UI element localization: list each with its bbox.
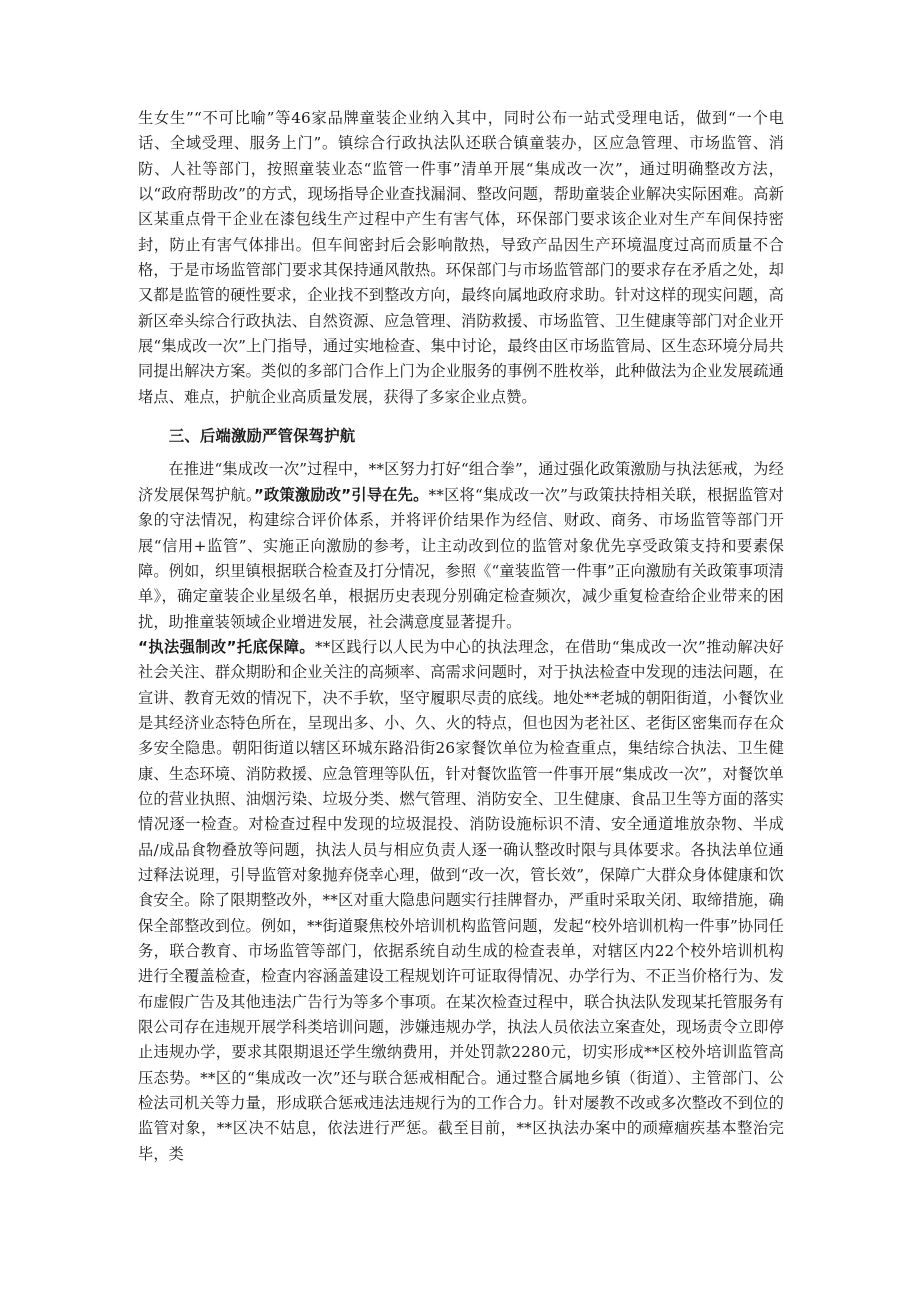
paragraph-enforcement-body: **区践行以人民为中心的执法理念，在借助“集成改一次”推动解决好社会关注、群众期盼和企业关注的高频率、高需求问题时，对于执法检查中发现的违法问题，在宣讲、教育无效的情况下，决不手软，坚守履职尽责的底线。地处**老城的朝阳街道，小餐饮业是其经济业态特色所在，呈现出多、小、久、火的特点，但也因为老社区、老街区密集而存在众多安全隐患。朝阳街道以辖区环城东路沿街26家餐饮单位为检查重点，集结综合执法、卫生健康、生态环境、消防救援、应急管理等队伍，针对餐饮监管一件事开展“集成改一次”，对餐饮单位的营业执照、油烟污染、垃圾分类、燃气管理、消防安全、卫生健康、食品卫生等方面的落实情况逐一检查。对检查过程中发现的垃圾混投、消防设施标识不清、安全通道堆放杂物、半成品/成品食物叠放等问题，执法人员与相应负责人逐一确认整改时限与具体要求。各执法单位通过释法说理，引导监管对象抛弃侥幸心理，做到“改一次，管长效”，保障广大群众身体健康和饮食安全。除了限期整改外，**区对重大隐患问题实行挂牌督办，严重时采取关闭、取缔措施，确保全部整改到位。例如，**街道聚焦校外培训机构监管问题，发起“校外培训机构一件事”协同任务，联合教育、市场监管等部门，依据系统自动生成的检查表单，对辖区内22个校外培训机构进行全覆盖检查，检查内容涵盖建设工程规划许可证取得情况、办学行为、不正当价格行为、发布虚假广告及其他违法广告行为等多个事项。在某次检查过程中，联合执法队发现某托管服务有限公司存在违规开展学科类培训问题，涉嫌违规办学，执法人员依法立案查处，现场责令立即停止违规办学，要求其限期退还学生缴纳费用，并处罚款2280元，切实形成**区校外培训监管高压态势。**区的“集成改一次”还与联合惩戒相配合。通过整合属地乡镇（街道）、主管部门、公检法司机关等力量，形成联合惩戒违法违规行为的工作合力。针对屡教不改或多次整改不到位的监管对象，**区决不姑息，依法进行严惩。截至目前，**区执法办案中的顽瘴痼疾基本整治完毕，类 [138,637,784,1163]
document-page [138,106,784,1167]
paragraph-policy-body: **区将“集成改一次”与政策扶持相关联，根据监管对象的守法情况，构建综合评价体系，并将评价结果作为经信、财政、商务、市场监管等部门开展“信用+监管”、实施正向激励的参考，让主动改到位的监管对象优先享受政策支持和要素保障。例如，织里镇根据联合检查及打分情况，参照《“童装监管一件事”正向激励有关政策事项清单》，确定童装企业星级名单，根据历史表现分别确定检查频次，减少重复检查给企业带来的困扰，助推童装领域企业增进发展，社会满意度显著提升。 [138,485,785,631]
subheading-enforcement: “执法强制改”托底保障。 [138,637,315,656]
paragraph-policy-intro: 在推进“集成改一次”过程中，**区努力打好“组合拳”，通过强化政策激励与执法惩戒，为经济发展保驾护航。 [138,460,784,504]
subheading-policy-incentive: ”政策激励改”引导在先。 [253,485,429,504]
paragraph-continuation: 生女生”“不可比喻”等46家品牌童装企业纳入其中，同时公布一站式受理电话，做到“一个电话、全域受理、服务上门”。镇综合行政执法队还联合镇童装办，区应急管理、市场监管、消防、人社等部门，按照童装业态“监管一件事”清单开展“集成改一次”，通过明确整改方法，以“政府帮助改”的方式，现场指导企业查找漏洞、整改问题，帮助童装企业解决实际困难。高新区某重点骨干企业在漆包线生产过程中产生有害气体，环保部门要求该企业对生产车间保持密封，防止有害气体排出。但车间密封后会影响散热，导致产品因生产环境温度过高而质量不合格，于是市场监管部门要求其保持通风散热。环保部门与市场监管部门的要求存在矛盾之处，却又都是监管的硬性要求，企业找不到整改方向，最终向属地政府求助。针对这样的现实问题，高新区牵头综合行政执法、自然资源、应急管理、消防救援、市场监管、卫生健康等部门对企业开展“集成改一次”上门指导，通过实地检查、集中讨论，最终由区市场监管局、区生态环境分局共同提出解决方案。类似的多部门合作上门为企业服务的事例不胜枚举，此种做法为企业发展疏通堵点、难点，护航企业高质量发展，获得了多家企业点赞。 [138,109,784,406]
paragraph-enforcement [138,635,784,1167]
paragraph-policy-incentive [138,457,784,634]
section-heading-3: 三、后端激励严管保驾护航 [168,427,356,446]
